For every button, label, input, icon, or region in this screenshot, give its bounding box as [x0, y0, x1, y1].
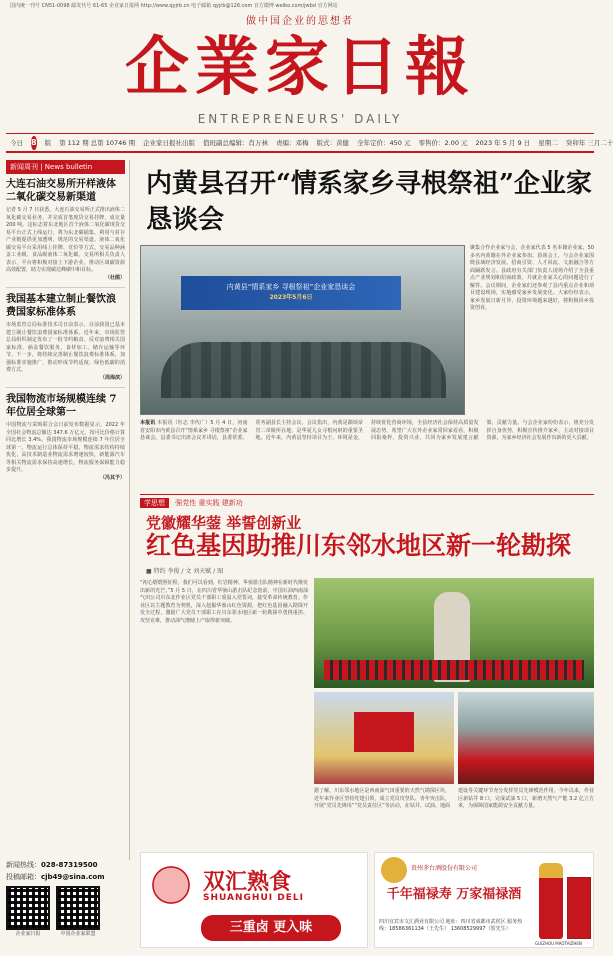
story-byline: ■ 特约 李俊 / 文 刘天赋 / 图 — [146, 568, 224, 575]
layout-editor: 版式：黄健 — [316, 139, 349, 147]
lead-story-text: 本报讯（杜志 李代广）5 月 4 日，河南省安阳市内黄县召开“情系家乡 寻根祭祖”企业家恳谈会。县委书记出席会议并讲话，县委常委、常务副县长主持会议。会议指出，内黄是颛顼帝喾二帝陵所在地，是华夏儿女寻根问祖的重要圣地。近年来，内黄县坚持项目为王、环境是金，持续优化营商环境，全县经济社会保持高质量发展态势。希望广大在外企业家常回家看看，积极回报桑梓、投资兴业，共同为家乡发展建言献策、贡献力量。与会企业家纷纷表示，将充分发挥自身优势，积极宣传推介家乡，主动对接项目资源，为家乡经济社会发展作出新的更大贡献。 — [140, 420, 594, 441]
issue-number: 第 112 期 总第 10746 期 — [59, 139, 135, 147]
brief-title[interactable]: 大连石油交易所开样液体二氧化碳交易新渠道 — [6, 179, 116, 203]
section-tag: 重实践 — [198, 499, 220, 507]
qr-label: 企业家日报 — [15, 931, 41, 937]
byline-label: 本报讯 — [140, 420, 156, 426]
brief-body — [6, 322, 125, 382]
brief-divider — [6, 287, 125, 288]
oath-photo — [314, 692, 454, 784]
retail-price: 零售价：2.00 元 — [418, 139, 468, 147]
second-story-body: “初心熠熠照征程，我们可以看到，红岩精神、华蓥游击队精神在新时代焕发出新的光芒。”5 月 5 日，在四川省华蓥山游击队纪念馆前，中国石油西南油气田公司川东北作业区党员干部职工重温入党誓词，接受革命传统教育。作业区以主题教育为契机，深入挖掘华蓥山红色资源，把红色基因融入勘探开发全过程，激励广大党员干部职工在川东邻水地区新一轮勘探中勇挑重担、攻坚克难，推动油气增储上产取得新突破。 — [140, 580, 308, 624]
ad-contact: 四川宜宾市文汇酒业有限公司 地址：四川省成都市武侯区 服务热线：18586361134（王先生） 13608529997（贺先生） — [379, 919, 523, 932]
lead-story-continued: 聚集合作企业家与会，企业家代表 5 名本籍企业家、50 多名内黄籍在外企业家参加。恳谈会上，与会企业家围绕县域经济发展、招商引资、人才回流、文旅融合等方面踊跃发言。县政府有关部门负责人现场介绍了全县重点产业规划和招商政策，并就企业家关心的问题进行了解答。会议期间，企业家们还参观了县内重点企业和项目建设现场，实地感受家乡发展变化。大家纷纷表示，家乡发展日新月异，投资环境越来越好，将积极回乡投资创业。 — [470, 245, 594, 311]
section-tag-bar — [140, 494, 594, 510]
photo-banner-title: 内黄县“情系家乡 寻根祭祖”企业家恳谈会 — [226, 283, 356, 291]
masthead-title: 企業家日報 — [125, 30, 475, 105]
brief-title[interactable]: 我国基本建立制止餐饮浪费国家标准体系 — [6, 294, 116, 318]
news-hotline — [6, 860, 130, 870]
story-kicker: 党徽耀华蓥 举誓创新业 — [146, 514, 302, 532]
qr-code-icon[interactable] — [6, 886, 50, 930]
photo-banner — [181, 276, 401, 310]
ad-slogan: 三重卤 更入味 — [201, 915, 341, 941]
brief-title[interactable]: 我国物流市场规模连续 7 年位居全球第一 — [6, 394, 117, 418]
brand-seal-icon — [381, 857, 407, 883]
brief-divider — [6, 387, 125, 388]
today-label: 今日 — [10, 139, 23, 147]
second-story-body-continued: 据了解，川东邻水地区是西南油气田重要的天然气勘探区块，近年来作业区坚持党建引领，成立党员攻坚队、青年突击队，开展“党员先锋岗”“党员责任区”等活动，在钻井、试油、地面建设等关键环节充分发挥党员先锋模范作用。今年以来，作业区新钻井 8 口，完成试油 5 口，新增天然气产能 3.2 亿立方米，为保障国家能源安全贡献力量。 — [314, 788, 594, 809]
section-tag: 学思想 — [140, 498, 169, 508]
second-headline[interactable]: 红色基因助推川东邻水地区新一轮勘探 — [146, 531, 572, 560]
responsible-editor: 责编：邓梅 — [276, 139, 309, 147]
brief-text: 中国物流与采购联合会日前发布数据显示，2022 年全国社会物流总额达 347.6 万亿元，按可比价格计算同比增长 3.4%，我国物流市场规模连续 7 年位居全球第一。物流运行总体保持平稳，物流需求结构持续优化，高技术制造业物流需求增速较快，新能源汽车等相关物流需求保持高速增长，物流服务保障能力稳步提升。 — [6, 422, 125, 473]
top-info-strip: 国内统一刊号 CN51-0098 邮发代号 61-65 企业家日报网 http://www.qyjrb.cn 电子邮箱 qyjrb@126.com 官方微博 weibo.com/jwbd 官方网站 — [10, 3, 338, 9]
brief-text: 记者 5 月 7 日获悉，大连石油交易所正式推出液体二氧化碳交易业务，并完成首笔现货交易挂牌，成交量 200 吨。这标志着东北地区首个液体二氧化碳现货交易平台正式上线运行，将为东北碳捕集、利用与封存产业链提供更加透明、规范的交易渠道。液体二氧化碳交易平台采用线上挂牌、竞价等方式，交易品种涵盖工业级、食品级液体二氧化碳。交易所相关负责人表示，平台将积极对接上下游企业，推动区域碳资源高效配置，助力实现碳达峰碳中和目标。 — [6, 207, 125, 273]
conference-table — [161, 342, 446, 398]
issue-weekday: 星期二 — [538, 139, 558, 147]
liquor-ad[interactable] — [374, 852, 594, 948]
section-tag: 强党性 — [175, 499, 197, 507]
news-bulletin-column — [6, 160, 130, 860]
ad-brand: 贵州茅台酒股份有限公司 — [411, 865, 478, 872]
brief-text: 市场监管总局标准技术司日前表示，目前我国已基本建立制止餐饮浪费国家标准体系。近年来，市场监管总局组织制定发布了一批节约粮食、反对浪费相关国家标准，涵盖餐饮服务、食材加工、储存运输等环节。下一步，将持续完善制止餐饮浪费标准体系，加强标准实施推广，推动形成节约适度、绿色低碳的消费方式。 — [6, 322, 125, 373]
qr-code-icon[interactable] — [56, 886, 100, 930]
email-address[interactable]: cjb49@sina.com — [41, 873, 105, 881]
liquor-bottle-icon — [539, 863, 563, 939]
qr-label: 中国企业家联盟 — [60, 931, 96, 937]
gift-box-icon — [567, 877, 591, 939]
memorial-photo — [314, 578, 594, 688]
photo-banner-date: 2023年5月6日 — [269, 294, 313, 301]
ad-brand-english: SHUANGHUI DELI — [203, 893, 304, 903]
shuanghui-ad[interactable] — [140, 852, 368, 948]
issue-date: 2023 年 5 月 9 日 — [475, 139, 531, 147]
ad-headline: 千年福禄寿 万家福禄酒 — [386, 887, 522, 902]
brief-body — [6, 207, 125, 282]
news-hotline-label: 新闻热线： — [6, 861, 41, 869]
issue-info-bar — [6, 133, 613, 153]
group-photo — [458, 692, 594, 784]
masthead-english: ENTREPRENEURS' DAILY — [197, 112, 403, 126]
crowd — [324, 660, 584, 680]
party-flag-icon — [354, 712, 414, 752]
ad-brand-name: 双汇熟食 — [203, 869, 292, 895]
publisher: 企业家日报社出版 — [143, 139, 195, 147]
bottle-label: GUIZHOU MAOTAIZHEN — [535, 941, 582, 946]
qr-codes — [6, 886, 130, 937]
page-count-badge: 8 — [31, 136, 37, 150]
submission-email — [6, 872, 130, 882]
email-label: 投稿邮箱： — [6, 873, 41, 881]
section-tag: 建新功 — [221, 499, 243, 507]
brief-body — [6, 422, 125, 482]
brief-source: （冯其予） — [99, 474, 125, 481]
contact-box — [6, 860, 130, 948]
masthead-slogan: 做中国企业的思想者 — [246, 16, 354, 27]
page-unit: 版 — [44, 139, 52, 147]
duty-editor: 值班副总编辑：肖万林 — [203, 139, 268, 147]
lunar-date: 癸卯年 三月二十 — [565, 139, 613, 147]
brief-source: （周海滨） — [99, 374, 125, 381]
annual-price: 全年定价：450 元 — [357, 139, 411, 147]
brief-source: （杜鹃） — [104, 274, 125, 281]
pig-logo-icon — [149, 863, 193, 907]
column-heading: 新闻周刊 | News bulletin — [6, 160, 125, 174]
news-hotline-number[interactable]: 028-87319500 — [41, 861, 98, 869]
lead-story-body — [140, 420, 594, 490]
meeting-photo — [140, 245, 465, 415]
lead-headline[interactable]: 内黄县召开“情系家乡寻根祭祖”企业家恳谈会 — [146, 169, 592, 235]
